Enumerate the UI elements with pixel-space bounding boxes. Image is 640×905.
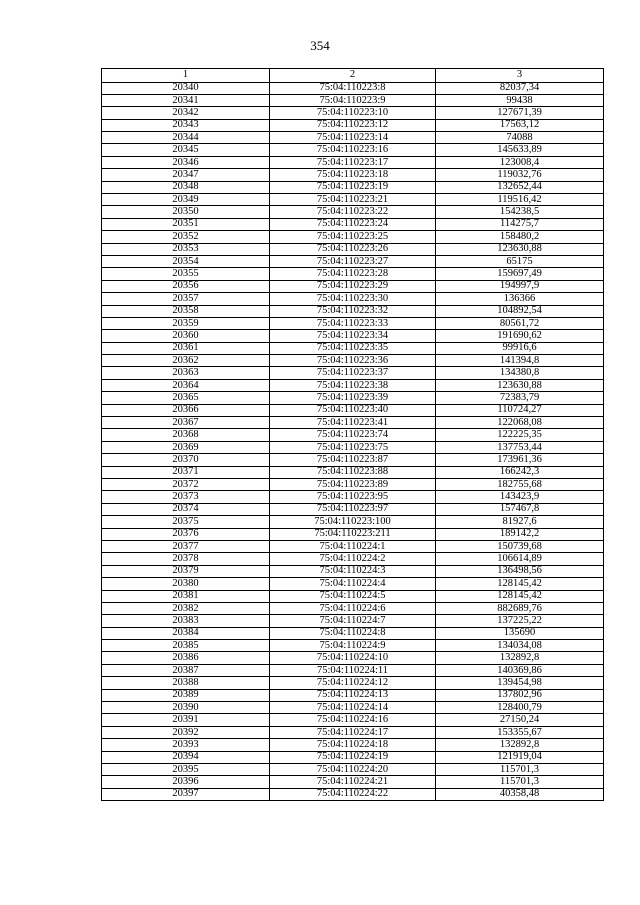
cadastral-number-cell: 75:04:110223:29 [270,280,436,292]
value-cell: 154238,5 [436,206,604,218]
cadastral-number-cell: 75:04:110223:36 [270,355,436,367]
row-number-cell: 20348 [102,181,270,193]
table-row [102,578,604,590]
value-cell: 128145,42 [436,590,604,602]
value-cell: 132652,44 [436,181,604,193]
table-row [102,751,604,763]
cadastral-number-cell: 75:04:110223:22 [270,206,436,218]
value-cell: 137225,22 [436,615,604,627]
cadastral-number-cell: 75:04:110223:24 [270,218,436,230]
table-row [102,590,604,602]
cadastral-number-cell: 75:04:110223:75 [270,441,436,453]
cadastral-number-cell: 75:04:110223:19 [270,181,436,193]
table-row [102,652,604,664]
value-cell: 81927,6 [436,516,604,528]
cadastral-number-cell: 75:04:110224:19 [270,751,436,763]
cadastral-number-cell: 75:04:110223:30 [270,293,436,305]
row-number-cell: 20362 [102,355,270,367]
table-row [102,169,604,181]
value-cell: 82037,34 [436,82,604,94]
table-row [102,379,604,391]
value-cell: 141394,8 [436,355,604,367]
value-cell: 140369,86 [436,664,604,676]
cadastral-number-cell: 75:04:110223:33 [270,317,436,329]
cadastral-number-cell: 75:04:110223:38 [270,379,436,391]
value-cell: 166242,3 [436,466,604,478]
row-number-cell: 20368 [102,429,270,441]
cadastral-number-cell: 75:04:110224:9 [270,640,436,652]
row-number-cell: 20377 [102,540,270,552]
row-number-cell: 20352 [102,231,270,243]
value-cell: 128400,79 [436,702,604,714]
column-header: 2 [270,69,436,83]
row-number-cell: 20394 [102,751,270,763]
table-row [102,714,604,726]
row-number-cell: 20370 [102,454,270,466]
cadastral-number-cell: 75:04:110224:2 [270,553,436,565]
cadastral-number-cell: 75:04:110223:32 [270,305,436,317]
cadastral-number-cell: 75:04:110224:16 [270,714,436,726]
value-cell: 158480,2 [436,231,604,243]
row-number-cell: 20380 [102,578,270,590]
table-row [102,602,604,614]
row-number-cell: 20393 [102,739,270,751]
row-number-cell: 20374 [102,503,270,515]
cadastral-number-cell: 75:04:110223:25 [270,231,436,243]
table-row [102,776,604,788]
cadastral-number-cell: 75:04:110223:17 [270,156,436,168]
value-cell: 137753,44 [436,441,604,453]
value-cell: 110724,27 [436,404,604,416]
table-row [102,763,604,775]
value-cell: 27150,24 [436,714,604,726]
row-number-cell: 20396 [102,776,270,788]
table-row [102,181,604,193]
cadastral-number-cell: 75:04:110223:14 [270,132,436,144]
table-row [102,342,604,354]
table-row [102,231,604,243]
row-number-cell: 20383 [102,615,270,627]
table-row [102,516,604,528]
cadastral-number-cell: 75:04:110223:39 [270,392,436,404]
table-row [102,491,604,503]
cadastral-number-cell: 75:04:110224:17 [270,726,436,738]
table-row [102,206,604,218]
cadastral-number-cell: 75:04:110224:12 [270,677,436,689]
table-row [102,417,604,429]
table-row [102,739,604,751]
table-row [102,107,604,119]
table-row [102,640,604,652]
value-cell: 122068,08 [436,417,604,429]
cadastral-number-cell: 75:04:110224:6 [270,602,436,614]
cadastral-number-cell: 75:04:110223:97 [270,503,436,515]
value-cell: 122225,35 [436,429,604,441]
cadastral-number-cell: 75:04:110223:9 [270,94,436,106]
table-row [102,305,604,317]
row-number-cell: 20373 [102,491,270,503]
value-cell: 99438 [436,94,604,106]
cadastral-number-cell: 75:04:110224:21 [270,776,436,788]
row-number-cell: 20363 [102,367,270,379]
table-row [102,280,604,292]
row-number-cell: 20356 [102,280,270,292]
table-row [102,677,604,689]
value-cell: 132892,8 [436,652,604,664]
table-row [102,429,604,441]
row-number-cell: 20388 [102,677,270,689]
column-header: 1 [102,69,270,83]
row-number-cell: 20382 [102,602,270,614]
cadastral-number-cell: 75:04:110223:16 [270,144,436,156]
value-cell: 143423,9 [436,491,604,503]
cadastral-number-cell: 75:04:110223:10 [270,107,436,119]
row-number-cell: 20360 [102,330,270,342]
table-row [102,82,604,94]
row-number-cell: 20387 [102,664,270,676]
row-number-cell: 20397 [102,788,270,800]
value-cell: 115701,3 [436,776,604,788]
row-number-cell: 20365 [102,392,270,404]
cadastral-number-cell: 75:04:110223:37 [270,367,436,379]
row-number-cell: 20378 [102,553,270,565]
table-row [102,367,604,379]
table-row [102,132,604,144]
table-row [102,392,604,404]
row-number-cell: 20369 [102,441,270,453]
value-cell: 123630,88 [436,243,604,255]
row-number-cell: 20372 [102,479,270,491]
table-row [102,330,604,342]
value-cell: 123630,88 [436,379,604,391]
row-number-cell: 20391 [102,714,270,726]
row-number-cell: 20358 [102,305,270,317]
cadastral-number-cell: 75:04:110223:26 [270,243,436,255]
row-number-cell: 20350 [102,206,270,218]
value-cell: 194997,9 [436,280,604,292]
table-row [102,664,604,676]
value-cell: 128145,42 [436,578,604,590]
value-cell: 74088 [436,132,604,144]
table-row [102,788,604,800]
table-row [102,479,604,491]
row-number-cell: 20381 [102,590,270,602]
value-cell: 145633,89 [436,144,604,156]
value-cell: 115701,3 [436,763,604,775]
row-number-cell: 20354 [102,255,270,267]
value-cell: 127671,39 [436,107,604,119]
row-number-cell: 20347 [102,169,270,181]
row-number-cell: 20355 [102,268,270,280]
cadastral-number-cell: 75:04:110224:3 [270,565,436,577]
table-row [102,293,604,305]
data-table [101,68,604,801]
cadastral-number-cell: 75:04:110223:28 [270,268,436,280]
row-number-cell: 20385 [102,640,270,652]
row-number-cell: 20395 [102,763,270,775]
table-row [102,218,604,230]
cadastral-number-cell: 75:04:110223:89 [270,479,436,491]
table-row [102,194,604,206]
value-cell: 123008,4 [436,156,604,168]
table-row [102,94,604,106]
row-number-cell: 20375 [102,516,270,528]
table-row [102,702,604,714]
row-number-cell: 20386 [102,652,270,664]
value-cell: 189142,2 [436,528,604,540]
row-number-cell: 20390 [102,702,270,714]
value-cell: 159697,49 [436,268,604,280]
row-number-cell: 20353 [102,243,270,255]
cadastral-number-cell: 75:04:110223:35 [270,342,436,354]
cadastral-number-cell: 75:04:110223:12 [270,119,436,131]
value-cell: 119516,42 [436,194,604,206]
value-cell: 99916,6 [436,342,604,354]
row-number-cell: 20341 [102,94,270,106]
cadastral-number-cell: 75:04:110223:211 [270,528,436,540]
value-cell: 150739,68 [436,540,604,552]
table-row [102,615,604,627]
table-row [102,454,604,466]
value-cell: 182755,68 [436,479,604,491]
cadastral-number-cell: 75:04:110223:88 [270,466,436,478]
row-number-cell: 20367 [102,417,270,429]
row-number-cell: 20345 [102,144,270,156]
table-row [102,689,604,701]
value-cell: 121919,04 [436,751,604,763]
table-row [102,243,604,255]
value-cell: 136498,56 [436,565,604,577]
table-row [102,466,604,478]
row-number-cell: 20384 [102,627,270,639]
row-number-cell: 20361 [102,342,270,354]
row-number-cell: 20376 [102,528,270,540]
row-number-cell: 20371 [102,466,270,478]
table-body [102,82,604,801]
cadastral-number-cell: 75:04:110224:13 [270,689,436,701]
table-row [102,441,604,453]
table-row [102,355,604,367]
row-number-cell: 20342 [102,107,270,119]
table-row [102,503,604,515]
table-row [102,144,604,156]
value-cell: 173961,36 [436,454,604,466]
table-row [102,540,604,552]
table-row [102,553,604,565]
row-number-cell: 20364 [102,379,270,391]
value-cell: 882689,76 [436,602,604,614]
table-row [102,726,604,738]
value-cell: 72383,79 [436,392,604,404]
cadastral-number-cell: 75:04:110223:87 [270,454,436,466]
value-cell: 114275,7 [436,218,604,230]
value-cell: 139454,98 [436,677,604,689]
table-row [102,404,604,416]
value-cell: 65175 [436,255,604,267]
row-number-cell: 20357 [102,293,270,305]
row-number-cell: 20349 [102,194,270,206]
row-number-cell: 20351 [102,218,270,230]
table-header-row [102,69,604,83]
value-cell: 40358,48 [436,788,604,800]
table-row [102,255,604,267]
value-cell: 153355,67 [436,726,604,738]
value-cell: 80561,72 [436,317,604,329]
value-cell: 135690 [436,627,604,639]
cadastral-number-cell: 75:04:110224:20 [270,763,436,775]
cadastral-number-cell: 75:04:110224:4 [270,578,436,590]
value-cell: 137802,96 [436,689,604,701]
row-number-cell: 20392 [102,726,270,738]
value-cell: 104892,54 [436,305,604,317]
value-cell: 17563,12 [436,119,604,131]
value-cell: 134380,8 [436,367,604,379]
row-number-cell: 20340 [102,82,270,94]
cadastral-number-cell: 75:04:110224:22 [270,788,436,800]
cadastral-number-cell: 75:04:110224:1 [270,540,436,552]
column-header: 3 [436,69,604,83]
cadastral-number-cell: 75:04:110223:100 [270,516,436,528]
value-cell: 157467,8 [436,503,604,515]
table-row [102,565,604,577]
table-row [102,317,604,329]
value-cell: 191690,62 [436,330,604,342]
row-number-cell: 20389 [102,689,270,701]
table-row [102,156,604,168]
cadastral-number-cell: 75:04:110224:10 [270,652,436,664]
table-row [102,528,604,540]
page-number: 354 [310,38,330,53]
cadastral-number-cell: 75:04:110223:41 [270,417,436,429]
table-row [102,119,604,131]
cadastral-number-cell: 75:04:110223:27 [270,255,436,267]
table-row [102,268,604,280]
value-cell: 132892,8 [436,739,604,751]
cadastral-number-cell: 75:04:110223:95 [270,491,436,503]
row-number-cell: 20346 [102,156,270,168]
cadastral-number-cell: 75:04:110223:21 [270,194,436,206]
value-cell: 106614,89 [436,553,604,565]
cadastral-number-cell: 75:04:110224:18 [270,739,436,751]
cadastral-number-cell: 75:04:110223:74 [270,429,436,441]
row-number-cell: 20344 [102,132,270,144]
table-row [102,627,604,639]
row-number-cell: 20343 [102,119,270,131]
cadastral-number-cell: 75:04:110223:34 [270,330,436,342]
row-number-cell: 20359 [102,317,270,329]
value-cell: 136366 [436,293,604,305]
cadastral-number-cell: 75:04:110223:8 [270,82,436,94]
row-number-cell: 20366 [102,404,270,416]
value-cell: 134034,08 [436,640,604,652]
value-cell: 119032,76 [436,169,604,181]
cadastral-number-cell: 75:04:110224:7 [270,615,436,627]
cadastral-number-cell: 75:04:110224:5 [270,590,436,602]
cadastral-number-cell: 75:04:110223:40 [270,404,436,416]
cadastral-number-cell: 75:04:110223:18 [270,169,436,181]
cadastral-number-cell: 75:04:110224:11 [270,664,436,676]
cadastral-number-cell: 75:04:110224:14 [270,702,436,714]
cadastral-number-cell: 75:04:110224:8 [270,627,436,639]
row-number-cell: 20379 [102,565,270,577]
